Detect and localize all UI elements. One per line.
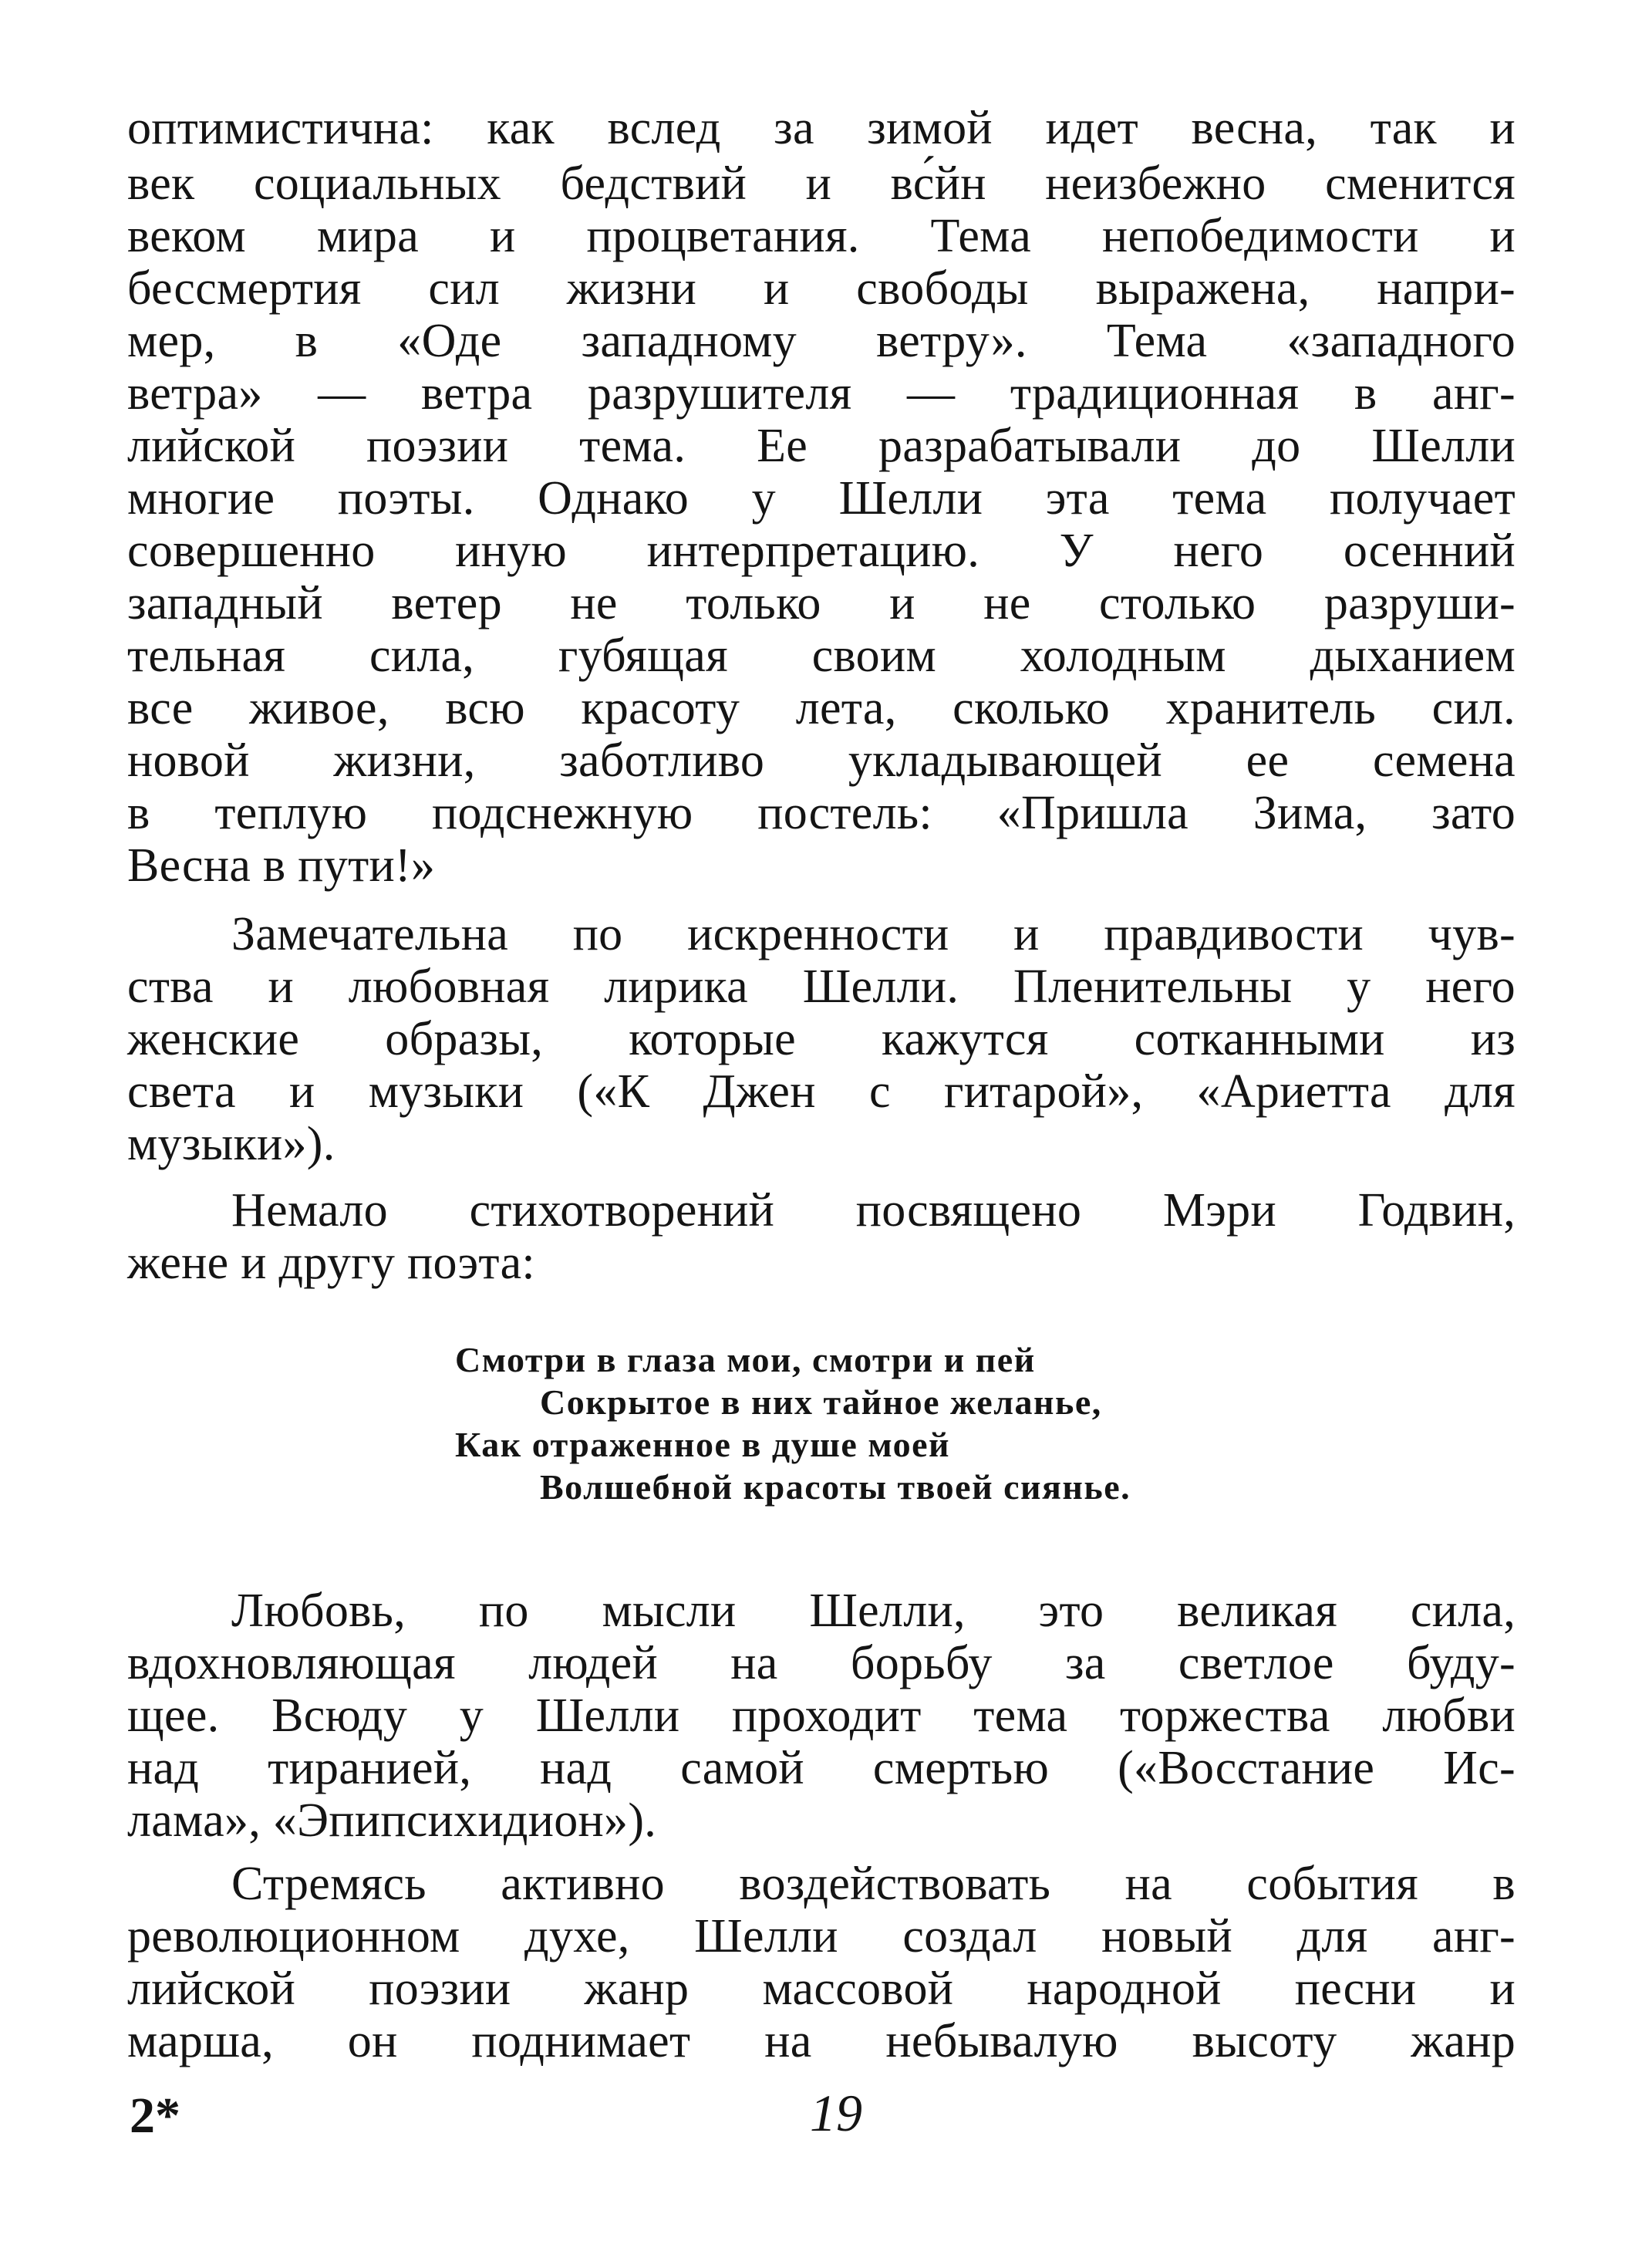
text-line: ветра» — ветра разрушителя — традиционная в анг- [127, 367, 1516, 420]
text-line: музыки»). [127, 1118, 335, 1170]
text-line: совершенно иную интерпретацию. У него осенний [127, 525, 1516, 577]
text-line: новой жизни, заботливо укладывающей ее семена [127, 734, 1516, 787]
text-line: Немало стихотворений посвящено Мэри Годвин, [231, 1184, 1516, 1237]
text-line: вдохновляющая людей на борьбу за светлое буду- [127, 1637, 1516, 1689]
text-line: в теплую подснежную постель: «Пришла Зима, зато [127, 787, 1516, 839]
text-line: щее. Всюду у Шелли проходит тема торжества любви [127, 1689, 1516, 1742]
text-line: жене и другу поэта: [127, 1237, 535, 1289]
text-line: тельная сила, губящая своим холодным дыханием [127, 629, 1516, 682]
text-line: все живое, всю красоту лета, сколько хранитель сил. [127, 682, 1516, 734]
text-line: многие поэты. Однако у Шелли эта тема получает [127, 472, 1516, 525]
text-line: Замечательна по искренности и правдивости чув- [231, 908, 1516, 960]
signature-mark: 2* [130, 2087, 180, 2144]
text-line: лийской поэзии тема. Ее разрабатывали до Шелли [127, 420, 1516, 472]
text-line: марша, он поднимает на небывалую высоту жанр [127, 2015, 1516, 2067]
text-line: век социальных бедствий и вс́йн неизбежно сменится [127, 157, 1516, 210]
text-line: Весна в пути!» [127, 839, 436, 892]
text-line: лама», «Эпипсихидион»). [127, 1794, 657, 1847]
poem-line: Волшебной красоты твоей сиянье. [540, 1467, 1131, 1507]
text-line: Стремясь активно воздействовать на события в [231, 1858, 1516, 1910]
text-line: лийской поэзии жанр массовой народной песни и [127, 1963, 1516, 2015]
poem-line: Как отраженное в душе моей [455, 1425, 950, 1464]
text-line: веком мира и процветания. Тема непобедимости и [127, 210, 1516, 262]
poem-line: Смотри в глаза мои, смотри и пей [455, 1340, 1036, 1379]
text-line: над тиранией, над самой смертью («Восстание Ис- [127, 1742, 1516, 1794]
text-line: женские образы, которые кажутся сотканными из [127, 1013, 1516, 1065]
text-line: ства и любовная лирика Шелли. Пленительны у него [127, 960, 1516, 1013]
text-line: света и музыки («К Джен с гитарой», «Ариетта для [127, 1065, 1516, 1118]
text-line: западный ветер не только и не столько разруши- [127, 577, 1516, 629]
text-line: мер, в «Оде западному ветру». Тема «западного [127, 315, 1516, 367]
text-line: оптимистична: как вслед за зимой идет весна, так и [127, 102, 1516, 154]
page-number: 19 [810, 2084, 862, 2142]
text-line: Любовь, по мысли Шелли, это великая сила, [231, 1585, 1516, 1637]
text-line: бессмертия сил жизни и свободы выражена, напри- [127, 262, 1516, 315]
poem-line: Сокрытое в них тайное желанье, [540, 1382, 1102, 1422]
text-line: революционном духе, Шелли создал новый для анг- [127, 1910, 1516, 1963]
